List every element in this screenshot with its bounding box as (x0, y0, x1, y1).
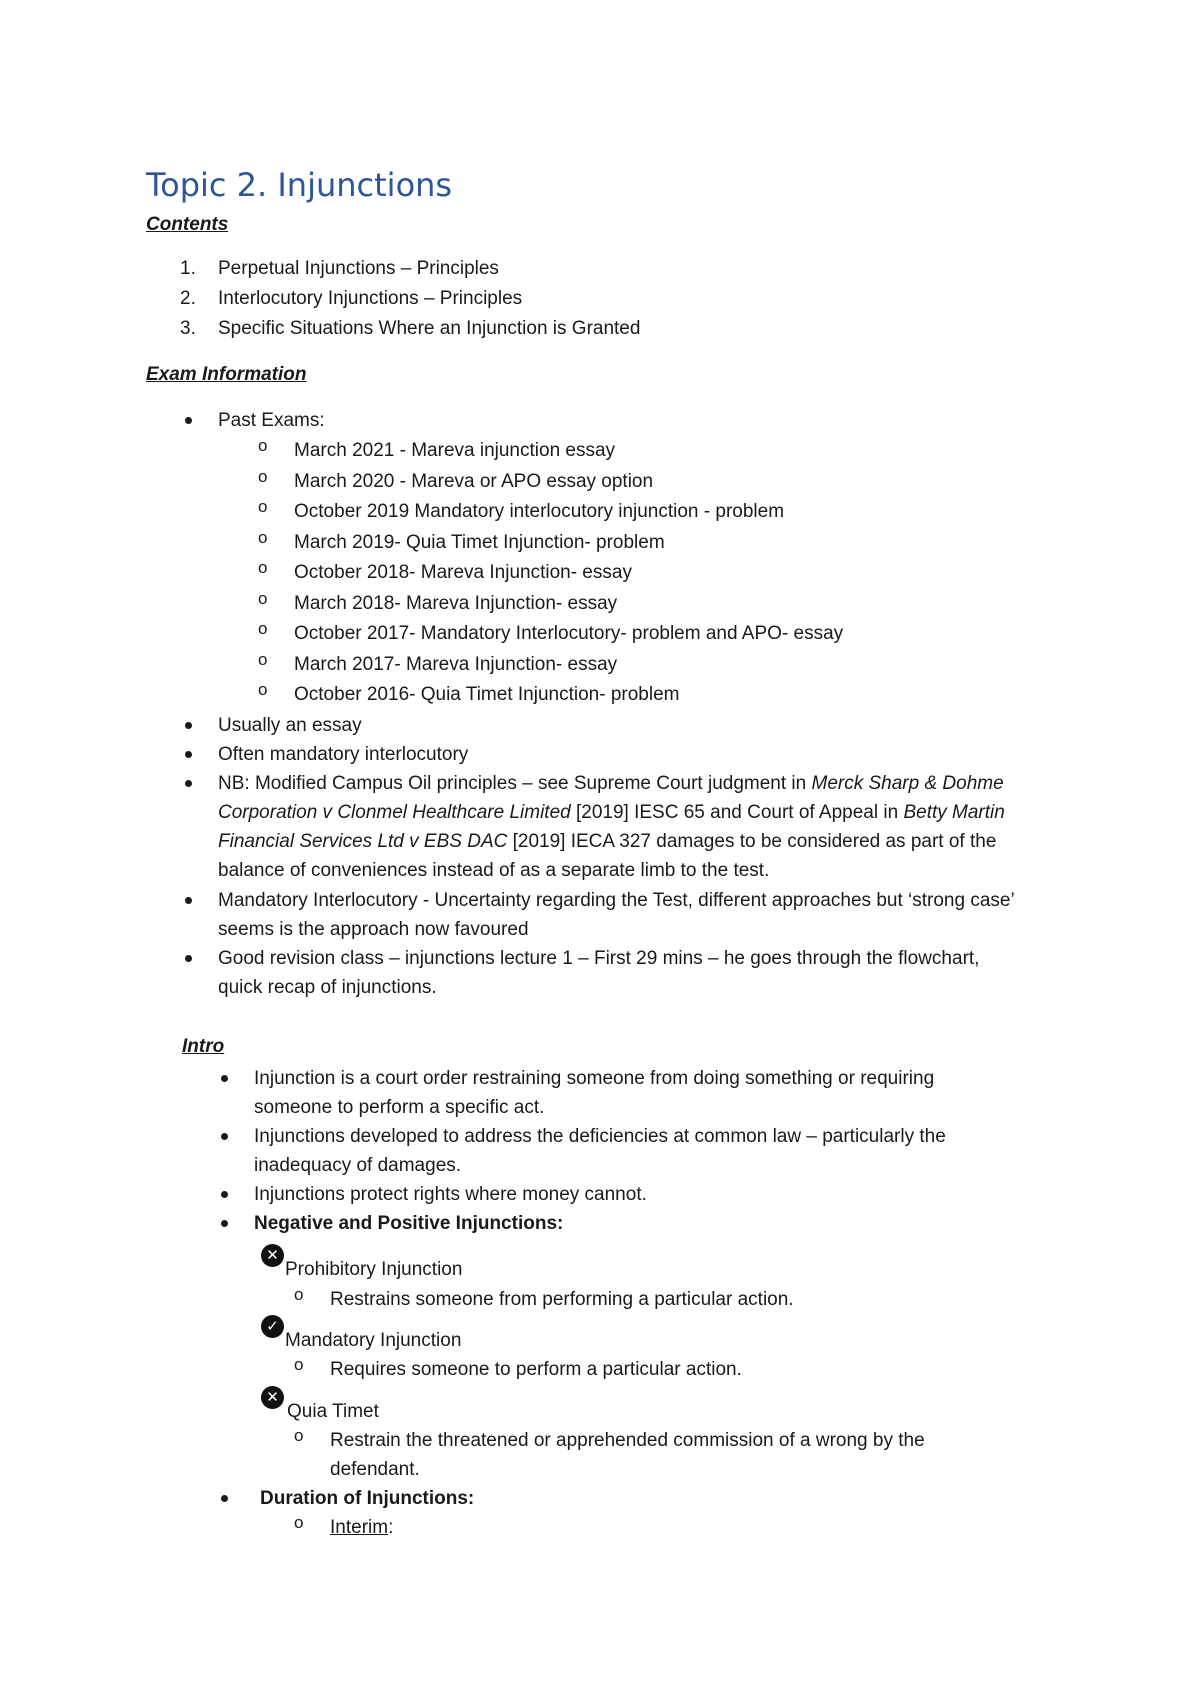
item-text: Interlocutory Injunctions – Principles (218, 288, 523, 309)
bullet-text: Negative and Positive Injunctions: (254, 1213, 564, 1234)
sub-bullet-icon: o (294, 1513, 304, 1532)
nb-part: [2019] IESC 65 and Court of Appeal in (570, 802, 904, 823)
list-item (185, 769, 1028, 885)
list-item (258, 467, 653, 496)
bullet-icon (221, 1220, 228, 1227)
sub-bullet-icon: o (258, 497, 268, 516)
bullet-text: Injunctions developed to address the deficiencies at common law – particularly the inadequacy of damages. (254, 1126, 946, 1176)
bullet-text: Often mandatory interlocutory (218, 744, 469, 765)
intro-heading: Intro (182, 1036, 225, 1057)
list-item (221, 1122, 1014, 1180)
list-item (258, 497, 784, 526)
sub-bullet-icon: o (294, 1355, 304, 1374)
list-item (180, 314, 640, 344)
bullet-icon (185, 780, 192, 787)
exam-entry: March 2020 - Mareva or APO essay option (294, 471, 654, 492)
interim-text: Interim (330, 1517, 389, 1538)
sub-bullet-icon: o (258, 589, 268, 608)
sub-bullet-icon: o (258, 680, 268, 699)
list-item (294, 1426, 1010, 1484)
bullet-text: Good revision class – injunctions lecture 1 – First 29 mins – he goes through the flowchart, quick recap of injunctions. (218, 948, 980, 998)
contents-list (180, 254, 640, 344)
contents-heading: Contents (146, 214, 229, 235)
list-item (185, 886, 1028, 944)
list-item (258, 558, 632, 587)
list-item (180, 254, 640, 284)
list-item (185, 740, 468, 769)
injunction-type-label: Mandatory Injunction (285, 1330, 462, 1351)
exam-entry: March 2017- Mareva Injunction- essay (294, 654, 618, 675)
interim-colon: : (388, 1517, 394, 1538)
x-circle-icon: ✕ (261, 1244, 284, 1267)
item-number: 2. (180, 288, 196, 309)
item-number: 3. (180, 318, 196, 339)
item-text: Perpetual Injunctions – Principles (218, 258, 499, 279)
exam-entry: March 2019- Quia Timet Injunction- problem (294, 532, 665, 553)
bullet-text: Injunction is a court order restraining someone from doing something or requiring someone to perform a specific act. (254, 1068, 935, 1118)
list-item (180, 284, 640, 314)
list-item (221, 1064, 1014, 1122)
exam-entry: March 2021 - Mareva injunction essay (294, 440, 616, 461)
bullet-icon (221, 1495, 228, 1502)
bullet-icon (221, 1191, 228, 1198)
exam-entry: October 2018- Mareva Injunction- essay (294, 562, 632, 583)
list-item (221, 1209, 563, 1238)
list-item (185, 711, 362, 740)
bullet-icon (185, 751, 192, 758)
list-item (258, 680, 679, 709)
sub-bullet-icon: o (258, 528, 268, 547)
item-number: 1. (180, 258, 196, 279)
exam-entry: October 2019 Mandatory interlocutory injunction - problem (294, 501, 785, 522)
bullet-icon (185, 955, 192, 962)
bullet-text: Injunctions protect rights where money cannot. (254, 1184, 647, 1205)
list-item (258, 436, 615, 465)
bullet-text: Usually an essay (218, 715, 362, 736)
injunction-type-desc: Requires someone to perform a particular action. (330, 1359, 742, 1380)
injunction-type-desc: Restrain the threatened or apprehended commission of a wrong by the defendant. (330, 1430, 925, 1480)
nb-part: [2019] IECA 327 damages to be considered as part of the balance of conveniences instead of as a separate limb to the test. (218, 831, 997, 881)
exam-entry: October 2017- Mandatory Interlocutory- problem and APO- essay (294, 623, 844, 644)
bullet-icon (185, 897, 192, 904)
injunction-type-label: Prohibitory Injunction (285, 1259, 463, 1280)
nb-part: NB: Modified Campus Oil principles – see Supreme Court judgment in (218, 773, 812, 794)
page-title: Topic 2. Injunctions (146, 166, 453, 204)
sub-bullet-icon: o (294, 1285, 304, 1304)
sub-bullet-icon: o (258, 558, 268, 577)
bullet-icon (221, 1133, 228, 1140)
injunction-type-label: Quia Timet (287, 1401, 379, 1422)
item-text: Specific Situations Where an Injunction is Granted (218, 318, 641, 339)
case-citation: Betty Martin Financial Services Ltd v EBS DAC (218, 802, 1005, 852)
exam-info-heading: Exam Information (146, 364, 307, 385)
exam-entry: October 2016- Quia Timet Injunction- problem (294, 684, 680, 705)
x-circle-icon: ✕ (261, 1386, 284, 1409)
list-item (221, 1180, 647, 1209)
list-item (294, 1513, 393, 1542)
list-item (185, 944, 1028, 1002)
bullet-icon (185, 722, 192, 729)
case-citation: Merck Sharp & Dohme Corporation v Clonmel Healthcare Limited (218, 773, 1004, 823)
list-item (294, 1285, 794, 1314)
bullet-icon (221, 1075, 228, 1082)
list-item (258, 619, 843, 648)
sub-bullet-icon: o (258, 619, 268, 638)
past-exams-label: Past Exams: (218, 410, 325, 431)
list-item (221, 1484, 474, 1513)
list-item (258, 589, 617, 618)
sub-bullet-icon: o (258, 436, 268, 455)
list-item (185, 406, 325, 435)
sub-bullet-icon: o (258, 650, 268, 669)
list-item (294, 1355, 742, 1384)
bullet-icon (185, 417, 192, 424)
sub-bullet-icon: o (258, 467, 268, 486)
list-item (258, 650, 617, 679)
bullet-text: Duration of Injunctions: (260, 1488, 475, 1509)
list-item (258, 528, 665, 557)
sub-bullet-icon: o (294, 1426, 304, 1445)
check-circle-icon: ✓ (261, 1315, 284, 1338)
exam-entry: March 2018- Mareva Injunction- essay (294, 593, 618, 614)
bullet-text: Mandatory Interlocutory - Uncertainty regarding the Test, different approaches but ‘strong case’ seems is the approach now favoured (218, 890, 1014, 940)
nb-text (218, 769, 1028, 885)
interim-label (330, 1513, 393, 1542)
injunction-type-desc: Restrains someone from performing a particular action. (330, 1289, 794, 1310)
